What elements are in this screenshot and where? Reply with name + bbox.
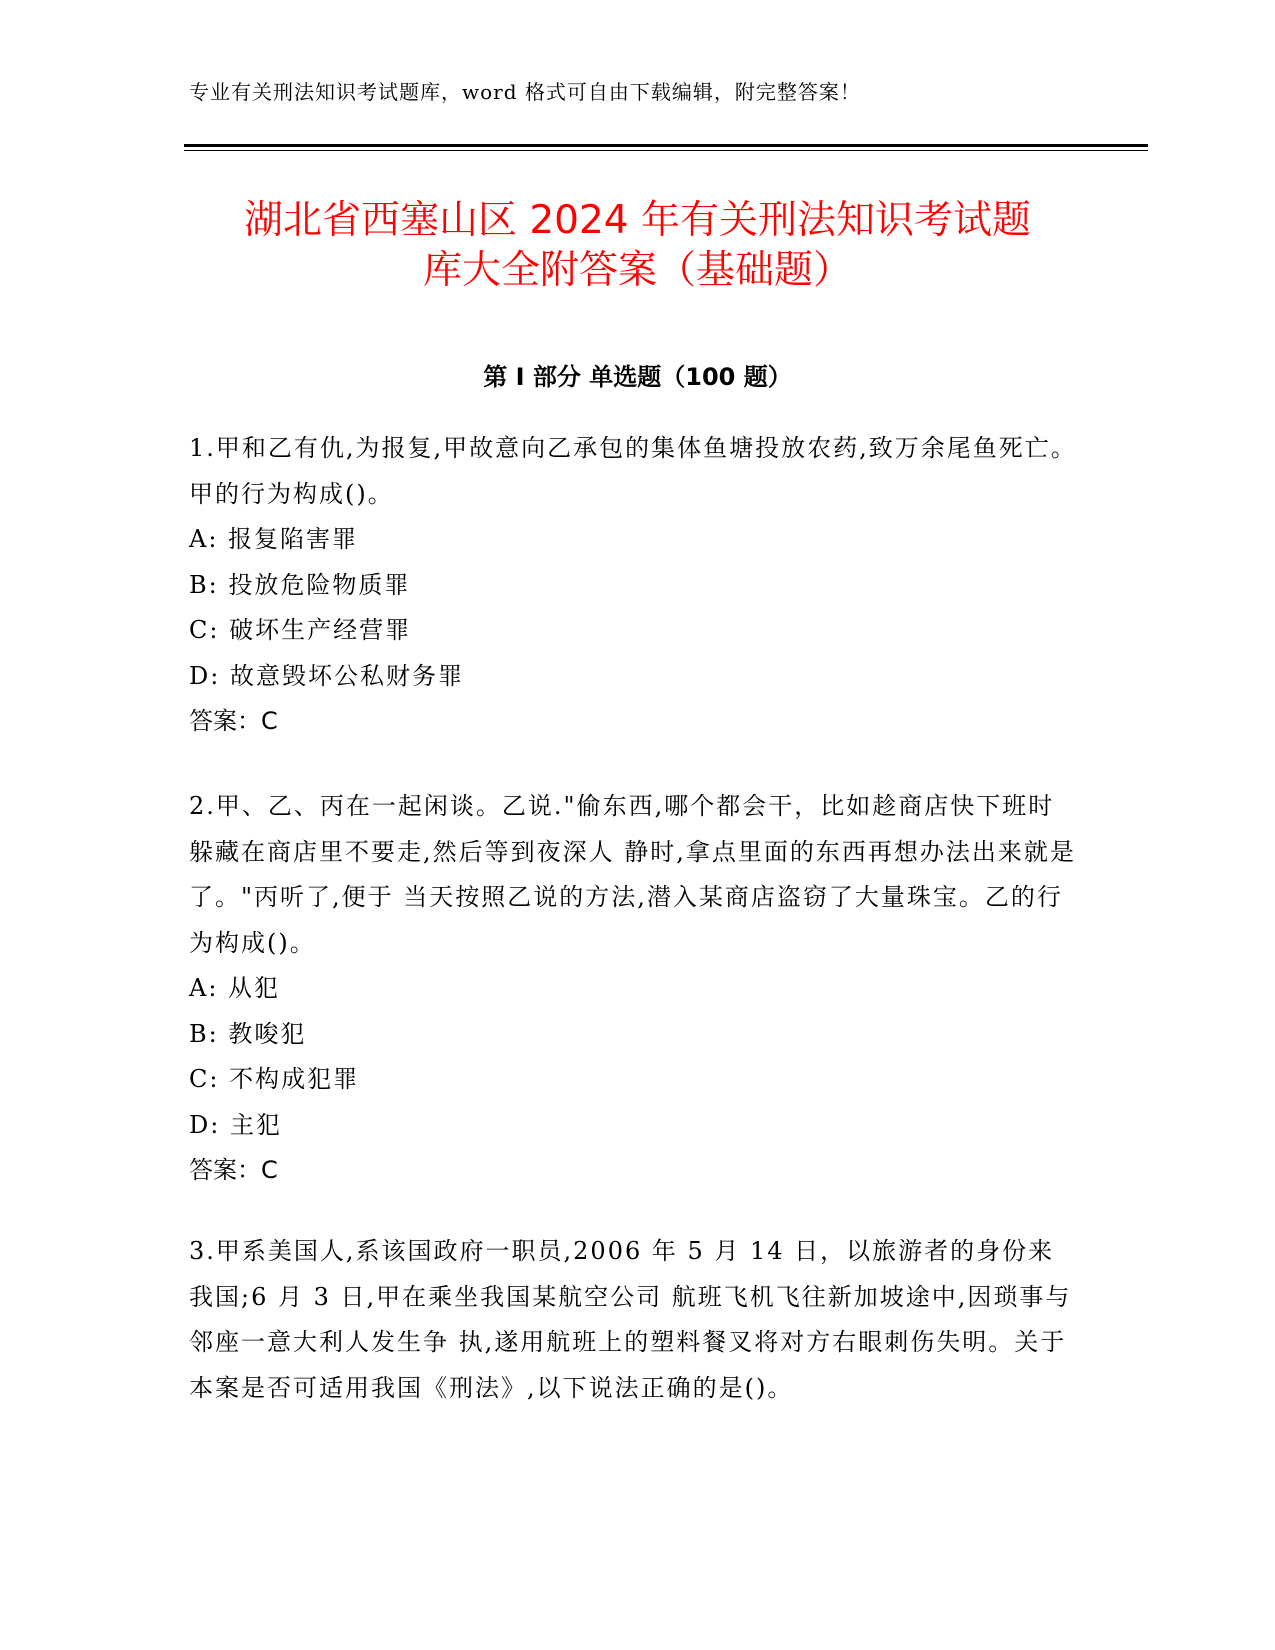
answer-line: 答案：C (189, 1156, 278, 1184)
document-title-line-2: 库大全附答案（基础题） (422, 248, 852, 293)
header-rule-thick (184, 144, 1148, 147)
option-b: B: 教唆犯 (189, 1019, 307, 1048)
question-stem: 3.甲系美国人,系该国政府一职员,2006 年 5 月 14 日，以旅游者的身份来我国;6 月 3 日,甲在乘坐我国某航空公司 航班飞机飞往新加坡途中,因琐事与邻座一意大利人发生争 执,遂用航班上的塑料餐叉将对方右眼刺伤失明。关于本案是否可适用我国《刑法》,以下说法正确的是()。 (189, 1237, 1072, 1402)
option-c: C: 不构成犯罪 (189, 1065, 360, 1093)
option-a: A: 报复陷害罪 (189, 525, 359, 553)
document-title-line-1: 湖北省西塞山区 2024 年有关刑法知识考试题 (243, 198, 1032, 243)
option-c: C: 破坏生产经营罪 (189, 616, 412, 644)
header-note: 专业有关刑法知识考试题库，word 格式可自由下载编辑，附完整答案！ (189, 80, 861, 104)
question-stem: 1.甲和乙有仇,为报复,甲故意向乙承包的集体鱼塘投放农药,致万余尾鱼死亡。甲的行为构成()。 (189, 434, 1077, 508)
question-stem: 2.甲、乙、丙在一起闲谈。乙说."偷东西,哪个都会干，比如趁商店快下班时躲藏在商店里不要走,然后等到夜深人 静时,拿点里面的东西再想办法出来就是了。"丙听了,便于 当天按照乙说的方法,潜入某商店盗窃了大量珠宝。乙的行为构成()。 (189, 792, 1076, 957)
option-a: A: 从犯 (189, 974, 281, 1002)
answer-line: 答案：C (189, 707, 278, 735)
header-rule-thin (184, 150, 1148, 151)
document-title (140, 196, 1135, 296)
question-2 (189, 784, 1079, 1194)
option-b: B: 投放危险物质罪 (189, 570, 411, 599)
option-d: D: 故意毁坏公私财务罪 (189, 661, 464, 690)
question-1 (189, 426, 1079, 745)
question-3 (189, 1229, 1079, 1411)
option-d: D: 主犯 (189, 1110, 282, 1139)
section-title: 第 I 部分 单选题（100 题） (483, 363, 792, 391)
